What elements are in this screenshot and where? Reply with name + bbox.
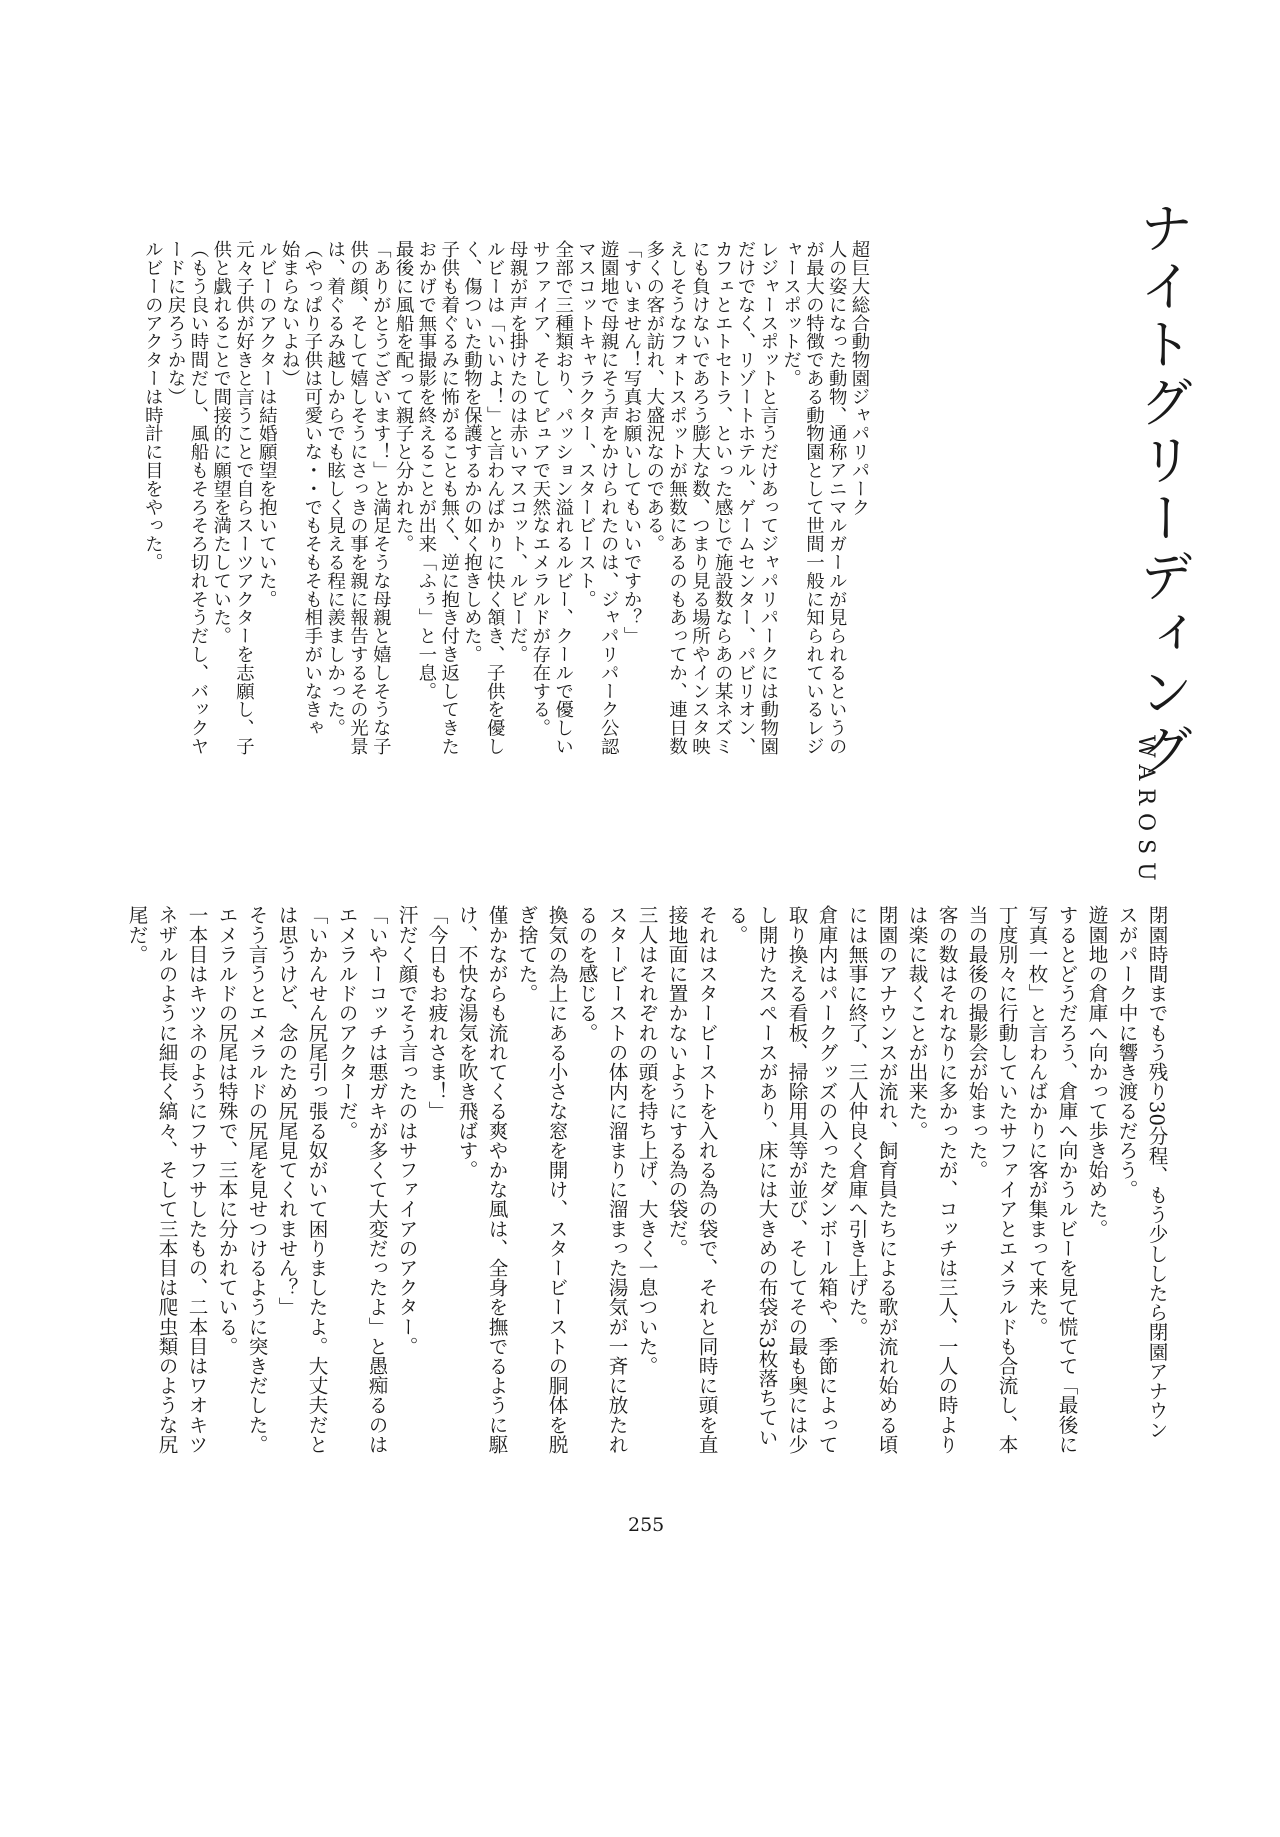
text-column: 「いかんせん尻尾引っ張る奴がいて困りましたよ。大丈夫だと: [305, 905, 328, 1454]
text-column: るのを感じる。: [575, 905, 598, 1043]
text-column: カフェとエトセトラ、といった感じで施設数ならあの某ネズミ: [712, 240, 734, 756]
page-number: 255: [628, 1514, 665, 1536]
text-column: が最大の特徴である動物園として世間一般に知られているレジ: [803, 240, 825, 756]
text-column: サファイア、そしてピュアで天然なエメラルドが存在する。: [529, 240, 551, 737]
text-block-bottom: [121, 905, 1171, 1465]
text-column: 閉園時間までもう残り30分程、もう少ししたら閉園アナウン: [1145, 905, 1168, 1440]
text-column: ードに戻ろうかな）: [165, 240, 187, 406]
text-column: 「いやーコッチは悪ガキが多くて大変だったよ」と愚痴るのは: [365, 905, 388, 1454]
text-column: には無事に終了、三人仲良く倉庫へ引き上げた。: [845, 905, 868, 1337]
text-column: 僅かながらも流れてくる爽やかな風は、全身を撫でるように駆: [485, 905, 508, 1454]
text-column: 当の最後の撮影会が始まった。: [965, 905, 988, 1180]
text-column: る。: [725, 905, 748, 945]
text-column: 「ありがとうございます！」と満足そうな母親と嬉しそうな子: [370, 240, 392, 756]
text-column: 尾だ。: [125, 905, 148, 964]
text-column: く、傷ついた動物を保護するかの如く抱きしめた。: [461, 240, 483, 664]
text-column: ャースポットだ。: [780, 240, 802, 388]
text-column: 「すいません！写真お願いしてもいいですか？」: [621, 240, 643, 645]
text-column: 取り換える看板、掃除用具等が並び、そしてその最も奥には少: [785, 905, 808, 1454]
text-column: 換気の為上にある小さな窓を開け、スタービーストの胴体を脱: [545, 905, 568, 1454]
text-column: 遊園地で母親にそう声をかけられたのは、ジャパリパーク公認: [598, 240, 620, 756]
text-column: 供の顔、そして嬉しそうにさっきの事を親に報告するその光景: [347, 240, 369, 756]
text-column: は、着ぐるみ越しからでも眩しく見える程に羨ましかった。: [324, 240, 346, 737]
text-column: 丁度別々に行動していたサファイアとエメラルドも合流し、本: [995, 905, 1018, 1454]
text-column: そう言うとエメラルドの尻尾を見せつけるように突きだした。: [245, 905, 268, 1454]
text-column: 人の姿になった動物、通称アニマルガールが見られるというの: [826, 240, 848, 756]
text-column: 全部で三種類おり、パッション溢れるルビー、クールで優しい: [552, 240, 574, 756]
text-column: 遊園地の倉庫へ向かって歩き始めた。: [1085, 905, 1108, 1239]
text-column: えしそうなフォトスポットが無数にあるのもあってか、連日数: [666, 240, 688, 756]
text-column: 一本目はキツネのようにフサフサしたもの、二本目はワオキツ: [185, 905, 208, 1454]
text-column: は思うけど、念のため尻尾見てくれません？」: [275, 905, 298, 1317]
text-column: 「今日もお疲れさま！」: [425, 905, 448, 1121]
text-column: ぎ捨てた。: [515, 905, 538, 1003]
text-column: マスコットキャラクター、スタービースト。: [575, 240, 597, 608]
text-column: おかげで無事撮影を終えることが出来「ふぅ」と一息。: [415, 240, 437, 700]
text-column: 三人はそれぞれの頭を持ち上げ、大きく一息ついた。: [635, 905, 658, 1376]
text-column: 子供も着ぐるみに怖がることも無く、逆に抱き付き返してきた: [438, 240, 460, 756]
text-column: 客の数はそれなりに多かったが、コッチは三人、一人の時より: [935, 905, 958, 1454]
text-column: 多くの客が訪れ、大盛況なのである。: [643, 240, 665, 553]
text-column: 母親が声を掛けたのは赤いマスコット、ルビーだ。: [507, 240, 529, 664]
text-column: 閉園のアナウンスが流れ、飼育員たちによる歌が流れ始める頃: [875, 905, 898, 1454]
text-column: 接地面に置かないようにする為の袋だ。: [665, 905, 688, 1258]
text-column: 最後に風船を配って親子と分かれた。: [393, 240, 415, 553]
text-column: エメラルドの尻尾は特殊で、三本に分かれている。: [215, 905, 238, 1356]
text-column: だけでなく、リゾートホテル、ゲームセンター、パビリオン、: [735, 240, 757, 756]
text-column: 元々子供が好きと言うことで自らスーツアクターを志願し、子: [233, 240, 255, 756]
text-column: 倉庫内はパークグッズの入ったダンボール箱や、季節によって: [815, 905, 838, 1454]
text-column: ルビーのアクターは結婚願望を抱いていた。: [256, 240, 278, 608]
text-column: 始まらないよね）: [279, 240, 301, 388]
text-column: ルビーのアクターは時計に目をやった。: [142, 240, 164, 572]
text-column: け、不快な湯気を吹き飛ばす。: [455, 905, 478, 1180]
author-name: WAROSU: [1133, 735, 1158, 889]
text-column: し開けたスペースがあり、床には大きめの布袋が3枚落ちてい: [755, 905, 778, 1447]
text-column: それはスタービーストを入れる為の袋で、それと同時に頭を直: [695, 905, 718, 1454]
text-column: スタービーストの体内に溜まりに溜まった湯気が一斉に放たれ: [605, 905, 628, 1454]
text-column: ネザルのように細長く縞々、そして三本目は爬虫類のような尻: [155, 905, 178, 1454]
text-column: 写真一枚」と言わんばかりに客が集まって来た。: [1025, 905, 1048, 1337]
text-column: 供と戯れることで間接的に願望を満たしていた。: [210, 240, 232, 645]
text-column: エメラルドのアクターだ。: [335, 905, 358, 1141]
text-column: （やっぱり子供は可愛いな・・でもそもそも相手がいなきゃ: [301, 240, 323, 737]
text-block-top: [141, 240, 871, 760]
story-title: ナイトグリーディング: [1131, 200, 1194, 780]
text-column: 汗だく顔でそう言ったのはサファイアのアクター。: [395, 905, 418, 1356]
text-column: レジャースポットと言うだけあってジャパリパークには動物園: [757, 240, 779, 756]
text-column: 超巨大総合動物園ジャパリパーク: [849, 240, 870, 516]
text-column: スがパーク中に響き渡るだろう。: [1115, 905, 1138, 1199]
text-column: は楽に裁くことが出来た。: [905, 905, 928, 1141]
text-column: するとどうだろう、倉庫へ向かうルビーを見て慌てて「最後に: [1055, 905, 1078, 1454]
text-column: ルビーは「いいよ！」と言わんばかりに快く頷き、子供を優し: [484, 240, 506, 756]
text-column: （もう良い時間だし、風船もそろそろ切れそうだし、バックヤ: [187, 240, 209, 756]
text-column: にも負けないであろう膨大な数、つまり見る場所やインスタ映: [689, 240, 711, 756]
